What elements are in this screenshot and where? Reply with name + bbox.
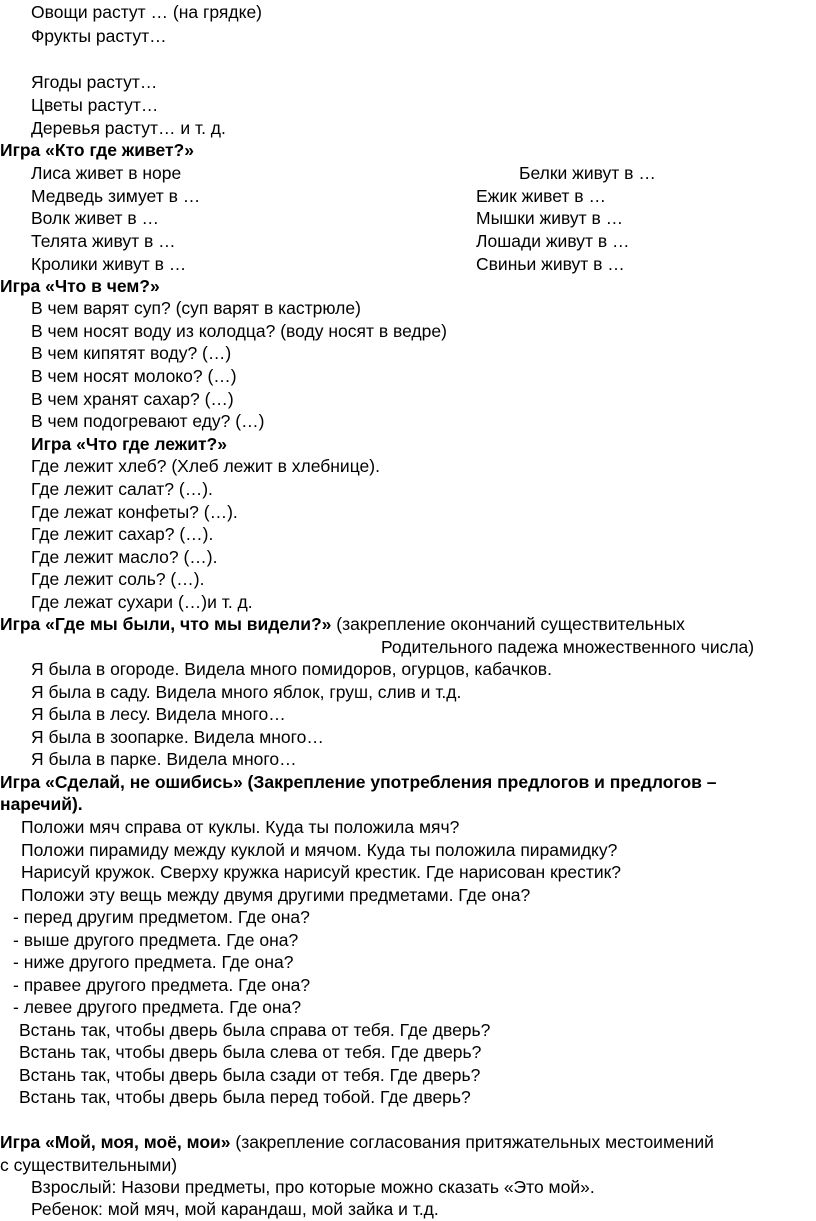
intro-line: Ягоды растут… xyxy=(31,72,158,92)
section-heading: Игра «Где мы были, что мы видели?» xyxy=(0,614,332,634)
section-heading: Игра «Что в чем?» xyxy=(0,276,160,296)
list-item: Где лежат сухари (…)и т. д. xyxy=(31,592,253,612)
list-item: В чем кипятят воду? (…) xyxy=(31,343,232,363)
section-note: (закрепление окончаний существительных xyxy=(331,614,685,634)
list-item: Взрослый: Назови предметы, про которые можно сказать «Это мой». xyxy=(31,1177,595,1197)
section-note: (закрепление согласования притяжательных местоимений xyxy=(230,1132,714,1152)
list-item: Я была в парке. Видела много… xyxy=(31,749,297,769)
list-item: Я была в саду. Видела много яблок, груш, слив и т.д. xyxy=(31,682,462,702)
list-item: Телята живут в … xyxy=(31,231,176,251)
list-item: Медведь зимует в … xyxy=(31,186,201,206)
list-item: Свиньи живут в … xyxy=(476,254,625,274)
section-heading-row xyxy=(0,1131,714,1153)
list-item: - левее другого предмета. Где она? xyxy=(13,997,302,1017)
section-note: Родительного падежа множественного числа) xyxy=(381,637,755,657)
list-item: - перед другим предметом. Где она? xyxy=(13,907,310,927)
list-item: Ребенок: мой мяч, мой карандаш, мой зайка и т.д. xyxy=(31,1199,439,1219)
section-heading: Игра «Что где лежит?» xyxy=(31,434,227,454)
list-item: Встань так, чтобы дверь была сзади от тебя. Где дверь? xyxy=(19,1065,481,1085)
list-item: Мышки живут в … xyxy=(476,208,624,228)
list-item: Кролики живут в … xyxy=(31,254,187,274)
list-item: Где лежат конфеты? (…). xyxy=(31,502,238,522)
section-heading: наречий). xyxy=(0,794,83,814)
list-item: - ниже другого предмета. Где она? xyxy=(13,952,294,972)
list-item: В чем носят молоко? (…) xyxy=(31,366,237,386)
section-note: с существительными) xyxy=(0,1155,178,1175)
list-item: В чем подогревают еду? (…) xyxy=(31,411,265,431)
list-item: Встань так, чтобы дверь была слева от тебя. Где дверь? xyxy=(19,1042,482,1062)
intro-line: Деревья растут… и т. д. xyxy=(31,118,226,138)
section-heading-row xyxy=(0,613,685,635)
intro-line: Цветы растут… xyxy=(31,95,159,115)
list-item: Встань так, чтобы дверь была перед тобой. Где дверь? xyxy=(19,1087,471,1107)
list-item: Ежик живет в … xyxy=(476,186,606,206)
list-item: - выше другого предмета. Где она? xyxy=(13,930,299,950)
list-item: Где лежит хлеб? (Хлеб лежит в хлебнице). xyxy=(31,456,380,476)
list-item: Волк живет в … xyxy=(31,208,160,228)
section-heading: Игра «Сделай, не ошибись» (Закрепление употребления предлогов и предлогов – xyxy=(0,772,717,792)
list-item: Где лежит соль? (…). xyxy=(31,569,205,589)
list-item: Нарисуй кружок. Сверху кружка нарисуй крестик. Где нарисован крестик? xyxy=(21,862,622,882)
list-item: Белки живут в … xyxy=(519,163,656,183)
list-item: Положи мяч справа от куклы. Куда ты положила мяч? xyxy=(21,817,460,837)
list-item: - правее другого предмета. Где она? xyxy=(13,975,311,995)
list-item: В чем хранят сахар? (…) xyxy=(31,389,234,409)
list-item: Положи эту вещь между двумя другими предметами. Где она? xyxy=(21,885,531,905)
list-item: Я была в лесу. Видела много… xyxy=(31,704,286,724)
list-item: Где лежит салат? (…). xyxy=(31,479,213,499)
list-item: Я была в зоопарке. Видела много… xyxy=(31,727,324,747)
list-item: Положи пирамиду между куклой и мячом. Куда ты положила пирамидку? xyxy=(21,840,618,860)
list-item: Лошади живут в … xyxy=(476,231,630,251)
list-item: В чем носят воду из колодца? (воду носят в ведре) xyxy=(31,321,447,341)
list-item: Лиса живет в норе xyxy=(31,163,182,183)
list-item: Где лежит масло? (…). xyxy=(31,547,218,567)
list-item: В чем варят суп? (суп варят в кастрюле) xyxy=(31,298,361,318)
section-heading: Игра «Мой, моя, моё, мои» xyxy=(0,1132,231,1152)
intro-line: Фрукты растут… xyxy=(31,26,167,46)
intro-line: Овощи растут … (на грядке) xyxy=(31,2,263,22)
section-heading: Игра «Кто где живет?» xyxy=(0,140,194,160)
list-item: Где лежит сахар? (…). xyxy=(31,524,214,544)
list-item: Я была в огороде. Видела много помидоров, огурцов, кабачков. xyxy=(31,659,552,679)
list-item: Встань так, чтобы дверь была справа от тебя. Где дверь? xyxy=(19,1020,491,1040)
